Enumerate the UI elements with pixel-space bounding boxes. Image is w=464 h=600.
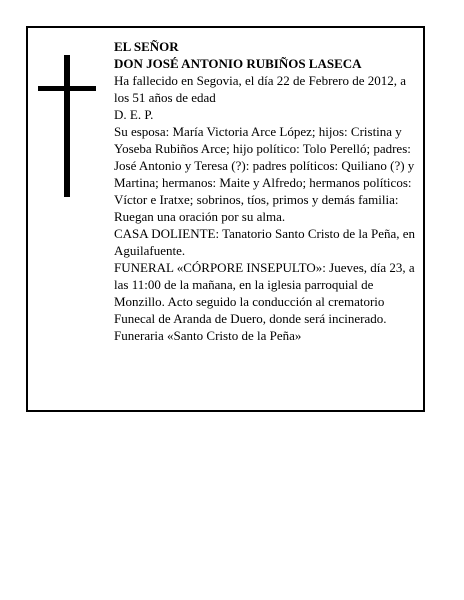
funeral-details: FUNERAL «CÓRPORE INSEPULTO»: Jueves, día 23, a las 11:00 de la mañana, en la iglesia parroquial de Monzillo. Acto seguido la conducción al crematorio Funecal de Aranda de Duero, donde será incinerado. (114, 260, 415, 326)
prayer-line: Ruegan una oración por su alma. (114, 209, 286, 224)
family-list: Su esposa: María Victoria Arce López; hijos: Cristina y Yoseba Rubiños Arce; hijo político: Tolo Perelló; padres: José Antonio y Teresa (?): padres políticos: Quiliano (?) y Martina; hermanos: Maite y Alfredo; hermanos políticos: Víctor e Iratxe; sobrinos, tíos, primos y demás familia: (114, 124, 415, 207)
deceased-name: DON JOSÉ ANTONIO RUBIÑOS LASECA (114, 56, 362, 71)
obituary-text (114, 38, 422, 344)
notice-title: EL SEÑOR (114, 39, 179, 54)
casa-doliente: CASA DOLIENTE: Tanatorio Santo Cristo de la Peña, en Aguilafuente. (114, 226, 416, 258)
funeraria: Funeraria «Santo Cristo de la Peña» (114, 328, 302, 343)
death-info: Ha fallecido en Segovia, el día 22 de Febrero de 2012, a los 51 años de edad (114, 73, 407, 105)
cross-icon (64, 55, 70, 197)
cross-icon-crossbar (38, 86, 96, 91)
rip-line: D. E. P. (114, 107, 154, 122)
